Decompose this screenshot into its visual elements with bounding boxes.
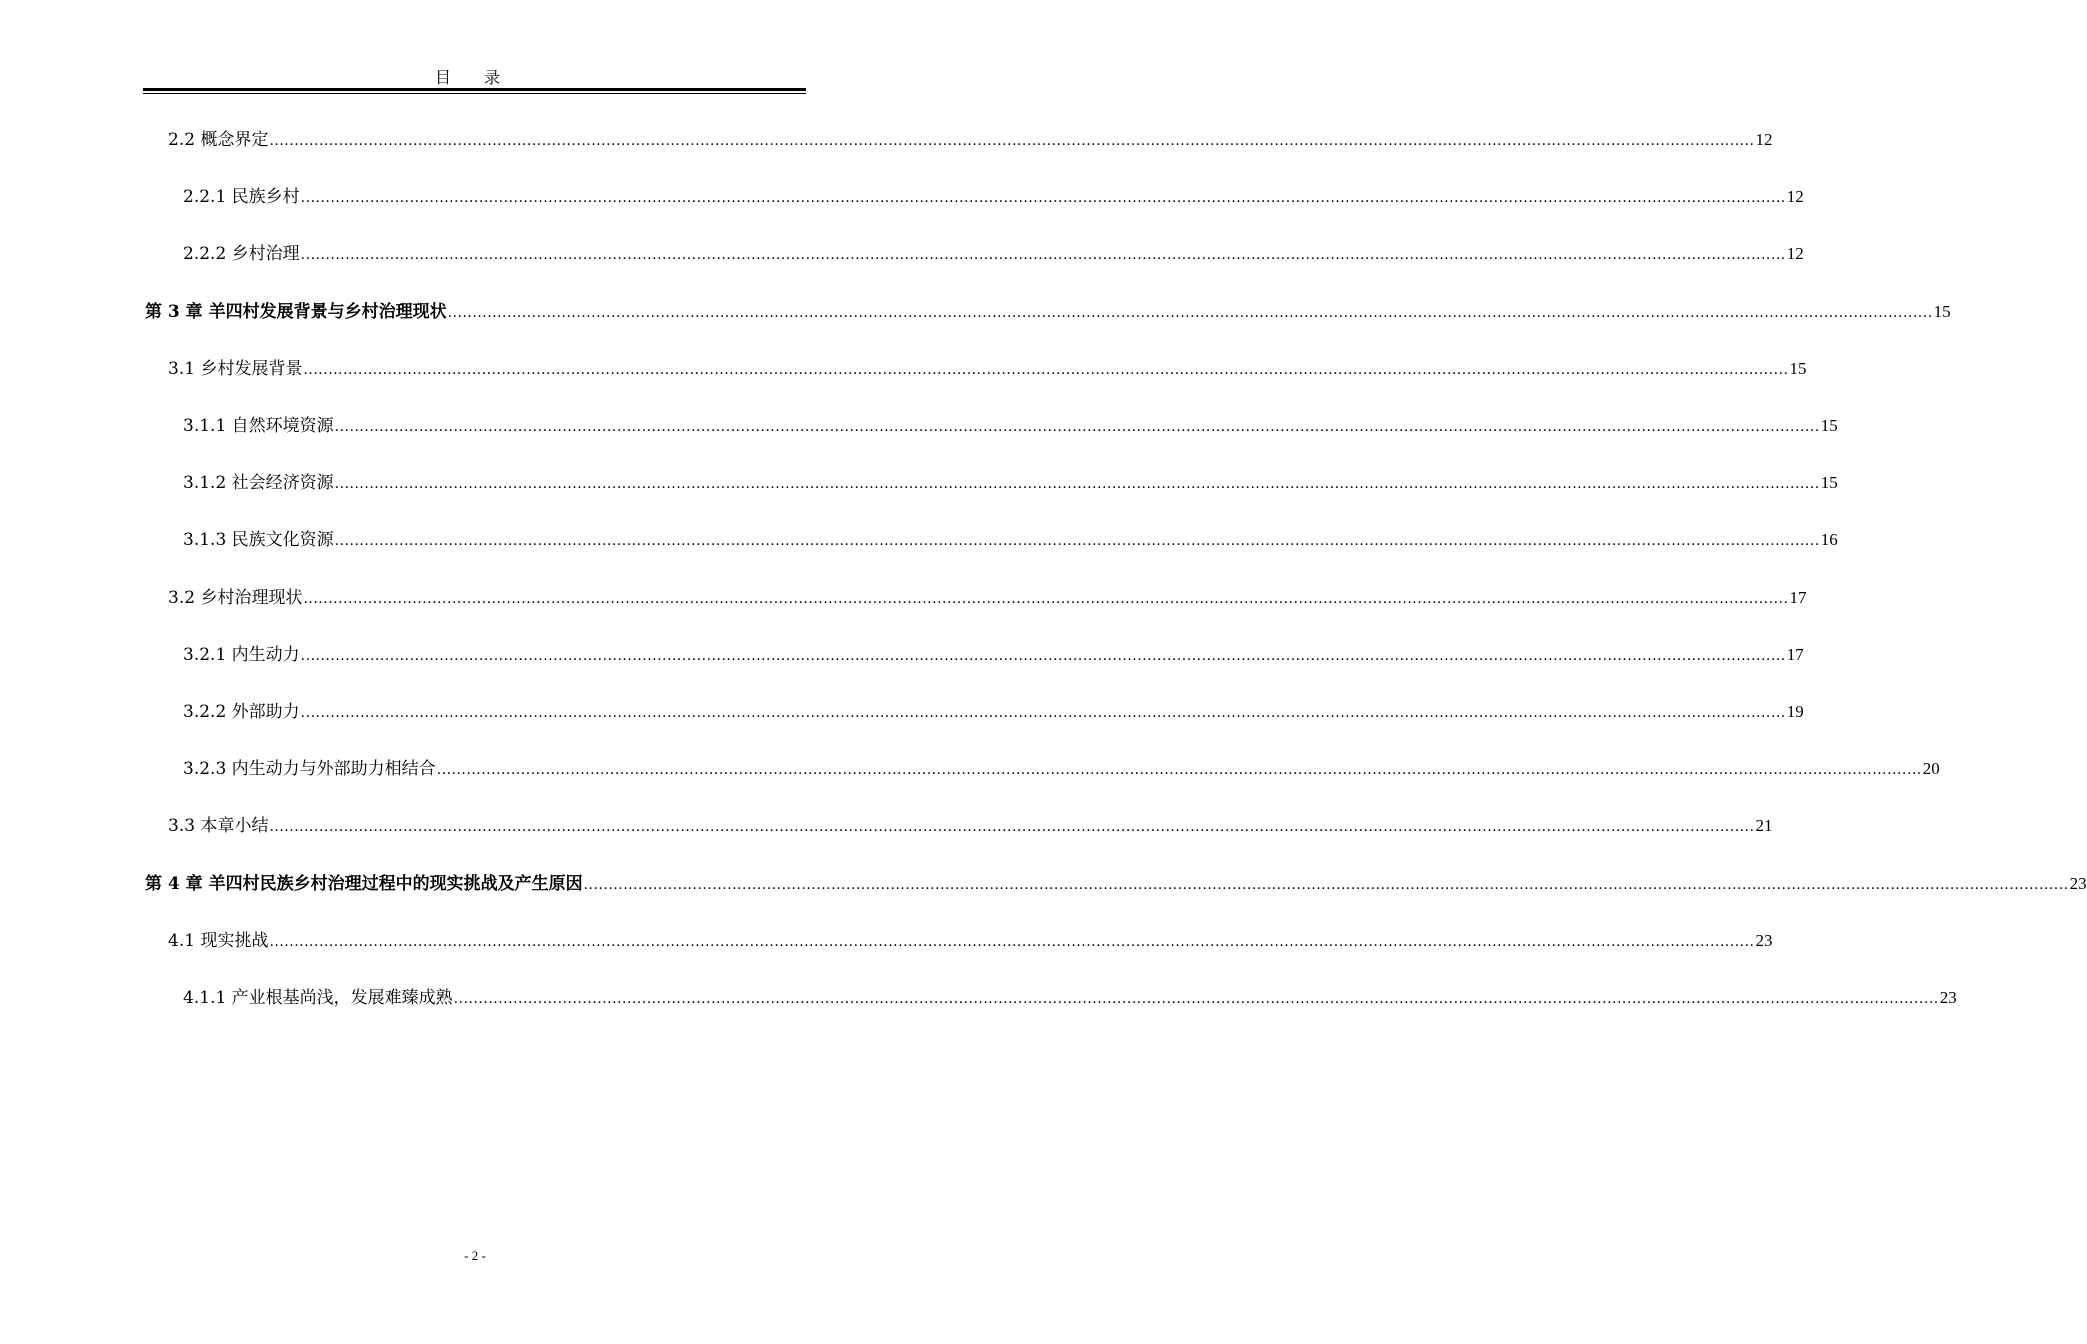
toc-dot-leader: ............................................................................................................................................................................................................................................................................................................	[583, 877, 2069, 893]
toc-entry-page-number: 16	[1820, 530, 1838, 549]
toc-entry-label: 第 4 章 羊四村民族乡村治理过程中的现实挑战及产生原因	[145, 874, 583, 894]
toc-entry[interactable]	[183, 471, 1838, 496]
toc-entry-page-number: 12	[1786, 244, 1804, 263]
toc-dot-leader: ............................................................................................................................................................................................................................................................................................................	[447, 305, 1933, 321]
toc-dot-leader: ............................................................................................................................................................................................................................................................................................................	[300, 705, 1786, 721]
toc-dot-leader: ............................................................................................................................................................................................................................................................................................................	[269, 819, 1755, 835]
toc-entry-page-number: 15	[1789, 359, 1807, 378]
toc-entry[interactable]	[183, 986, 1957, 1011]
toc-entry-page-number: 17	[1789, 588, 1807, 607]
toc-dot-leader: ............................................................................................................................................................................................................................................................................................................	[300, 190, 1786, 206]
toc-entry-label: 第 3 章 羊四村发展背景与乡村治理现状	[145, 302, 447, 322]
toc-entry[interactable]	[183, 528, 1838, 553]
page-header-title: 目 录	[434, 68, 515, 87]
toc-entry-label: 3.2.2 外部助力	[183, 702, 300, 722]
toc-entry-label: 3.1 乡村发展背景	[168, 359, 303, 379]
toc-entry[interactable]	[183, 643, 1804, 668]
page-number-footer: - 2 -	[464, 1248, 486, 1263]
toc-dot-leader: ............................................................................................................................................................................................................................................................................................................	[300, 648, 1786, 664]
toc-entry[interactable]	[145, 872, 2087, 897]
toc-entry[interactable]	[183, 414, 1838, 439]
toc-entry-label: 2.2.1 民族乡村	[183, 187, 300, 207]
toc-entry[interactable]	[183, 757, 1940, 782]
toc-entry-page-number: 19	[1786, 702, 1804, 721]
toc-dot-leader: ............................................................................................................................................................................................................................................................................................................	[300, 247, 1786, 263]
toc-entry-page-number: 15	[1820, 473, 1838, 492]
toc-entry-label: 3.3 本章小结	[168, 816, 269, 836]
toc-entry-page-number: 21	[1755, 816, 1773, 835]
toc-dot-leader: ............................................................................................................................................................................................................................................................................................................	[269, 133, 1755, 149]
toc-dot-leader: ............................................................................................................................................................................................................................................................................................................	[303, 362, 1789, 378]
toc-dot-leader: ............................................................................................................................................................................................................................................................................................................	[334, 419, 1820, 435]
toc-dot-leader: ............................................................................................................................................................................................................................................................................................................	[303, 591, 1789, 607]
toc-entry-page-number: 15	[1933, 302, 1951, 321]
toc-entry[interactable]	[183, 242, 1804, 267]
toc-entry-label: 3.2.3 内生动力与外部助力相结合	[183, 759, 436, 779]
toc-entry-label: 3.1.1 自然环境资源	[183, 416, 334, 436]
toc-dot-leader: ............................................................................................................................................................................................................................................................................................................	[334, 476, 1820, 492]
toc-entry[interactable]	[168, 814, 1773, 839]
toc-entry[interactable]	[145, 300, 1951, 325]
toc-entry-label: 3.1.3 民族文化资源	[183, 530, 334, 550]
toc-entry-label: 3.2 乡村治理现状	[168, 588, 303, 608]
toc-entry[interactable]	[168, 929, 1773, 954]
toc-entry-label: 2.2.2 乡村治理	[183, 244, 300, 264]
toc-entry-label: 3.2.1 内生动力	[183, 645, 300, 665]
toc-entry-label: 2.2 概念界定	[168, 130, 269, 150]
toc-entry[interactable]	[168, 586, 1807, 611]
toc-entry-page-number: 23	[1939, 988, 1957, 1007]
toc-entry-page-number: 12	[1786, 187, 1804, 206]
toc-entry[interactable]	[168, 357, 1807, 382]
toc-entry[interactable]	[183, 185, 1804, 210]
toc-entry-label: 4.1 现实挑战	[168, 931, 269, 951]
toc-entry-page-number: 17	[1786, 645, 1804, 664]
toc-entry-page-number: 23	[1755, 931, 1773, 950]
toc-entry-page-number: 12	[1755, 130, 1773, 149]
toc-entry[interactable]	[168, 128, 1773, 153]
toc-dot-leader: ............................................................................................................................................................................................................................................................................................................	[453, 991, 1939, 1007]
toc-entry-label: 4.1.1 产业根基尚浅，发展难臻成熟	[183, 988, 453, 1008]
toc-dot-leader: ............................................................................................................................................................................................................................................................................................................	[436, 762, 1922, 778]
toc-dot-leader: ............................................................................................................................................................................................................................................................................................................	[269, 934, 1755, 950]
toc-dot-leader: ............................................................................................................................................................................................................................................................................................................	[334, 533, 1820, 549]
toc-entry-page-number: 20	[1922, 759, 1940, 778]
toc-entry-page-number: 23	[2069, 874, 2087, 893]
toc-entry-page-number: 15	[1820, 416, 1838, 435]
toc-entry-label: 3.1.2 社会经济资源	[183, 473, 334, 493]
toc-entry[interactable]	[183, 700, 1804, 725]
